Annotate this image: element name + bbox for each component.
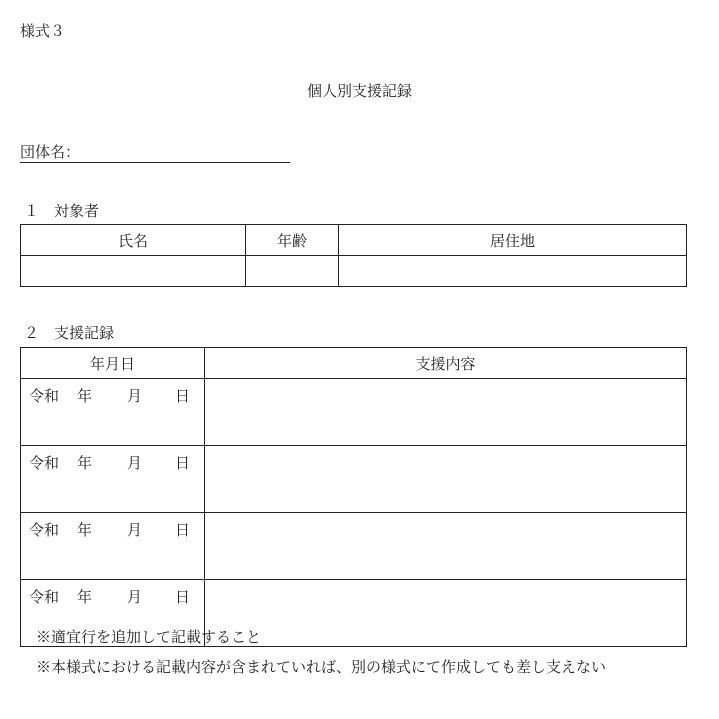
year-label: 年 (77, 387, 93, 405)
section1-heading: １ 対象者 (24, 202, 100, 220)
content-cell[interactable] (205, 580, 687, 647)
header-name: 氏名 (21, 225, 246, 256)
year-label: 年 (77, 521, 93, 539)
organization-label: 団体名： (20, 143, 81, 161)
table-row (21, 446, 687, 513)
date-cell[interactable] (21, 513, 205, 580)
era-label: 令和 (29, 521, 60, 539)
era-label: 令和 (29, 454, 60, 472)
table-row (21, 379, 687, 446)
header-content: 支援内容 (205, 348, 687, 379)
content-cell[interactable] (205, 513, 687, 580)
header-date: 年月日 (21, 348, 205, 379)
age-input-cell[interactable] (246, 256, 339, 287)
target-person-input-row (21, 256, 687, 287)
table-row (21, 513, 687, 580)
day-label: 日 (175, 588, 191, 606)
support-record-table (20, 347, 687, 647)
year-label: 年 (77, 454, 93, 472)
day-label: 日 (175, 521, 191, 539)
section2-heading: ２ 支援記録 (24, 324, 115, 342)
day-label: 日 (175, 454, 191, 472)
document-title: 個人別支援記録 (306, 82, 412, 100)
era-label: 令和 (29, 387, 60, 405)
header-address: 居住地 (339, 225, 687, 256)
target-person-header-row (21, 225, 687, 256)
target-person-table (20, 224, 687, 287)
month-label: 月 (127, 454, 143, 472)
address-input-cell[interactable] (339, 256, 687, 287)
date-cell[interactable] (21, 379, 205, 446)
form-number: 様式３ (20, 22, 66, 40)
content-cell[interactable] (205, 446, 687, 513)
month-label: 月 (127, 521, 143, 539)
organization-name-field[interactable] (20, 141, 290, 163)
support-record-header-row (21, 348, 687, 379)
era-label: 令和 (29, 588, 60, 606)
date-cell[interactable] (21, 446, 205, 513)
month-label: 月 (127, 588, 143, 606)
content-cell[interactable] (205, 379, 687, 446)
day-label: 日 (175, 387, 191, 405)
header-age: 年齢 (246, 225, 339, 256)
note-add-rows: ※適宜行を追加して記載すること (36, 628, 262, 646)
month-label: 月 (127, 387, 143, 405)
name-input-cell[interactable] (21, 256, 246, 287)
note-alternate-format: ※本様式における記載内容が含まれていれば、別の様式にて作成しても差し支えない (36, 658, 607, 676)
year-label: 年 (77, 588, 93, 606)
